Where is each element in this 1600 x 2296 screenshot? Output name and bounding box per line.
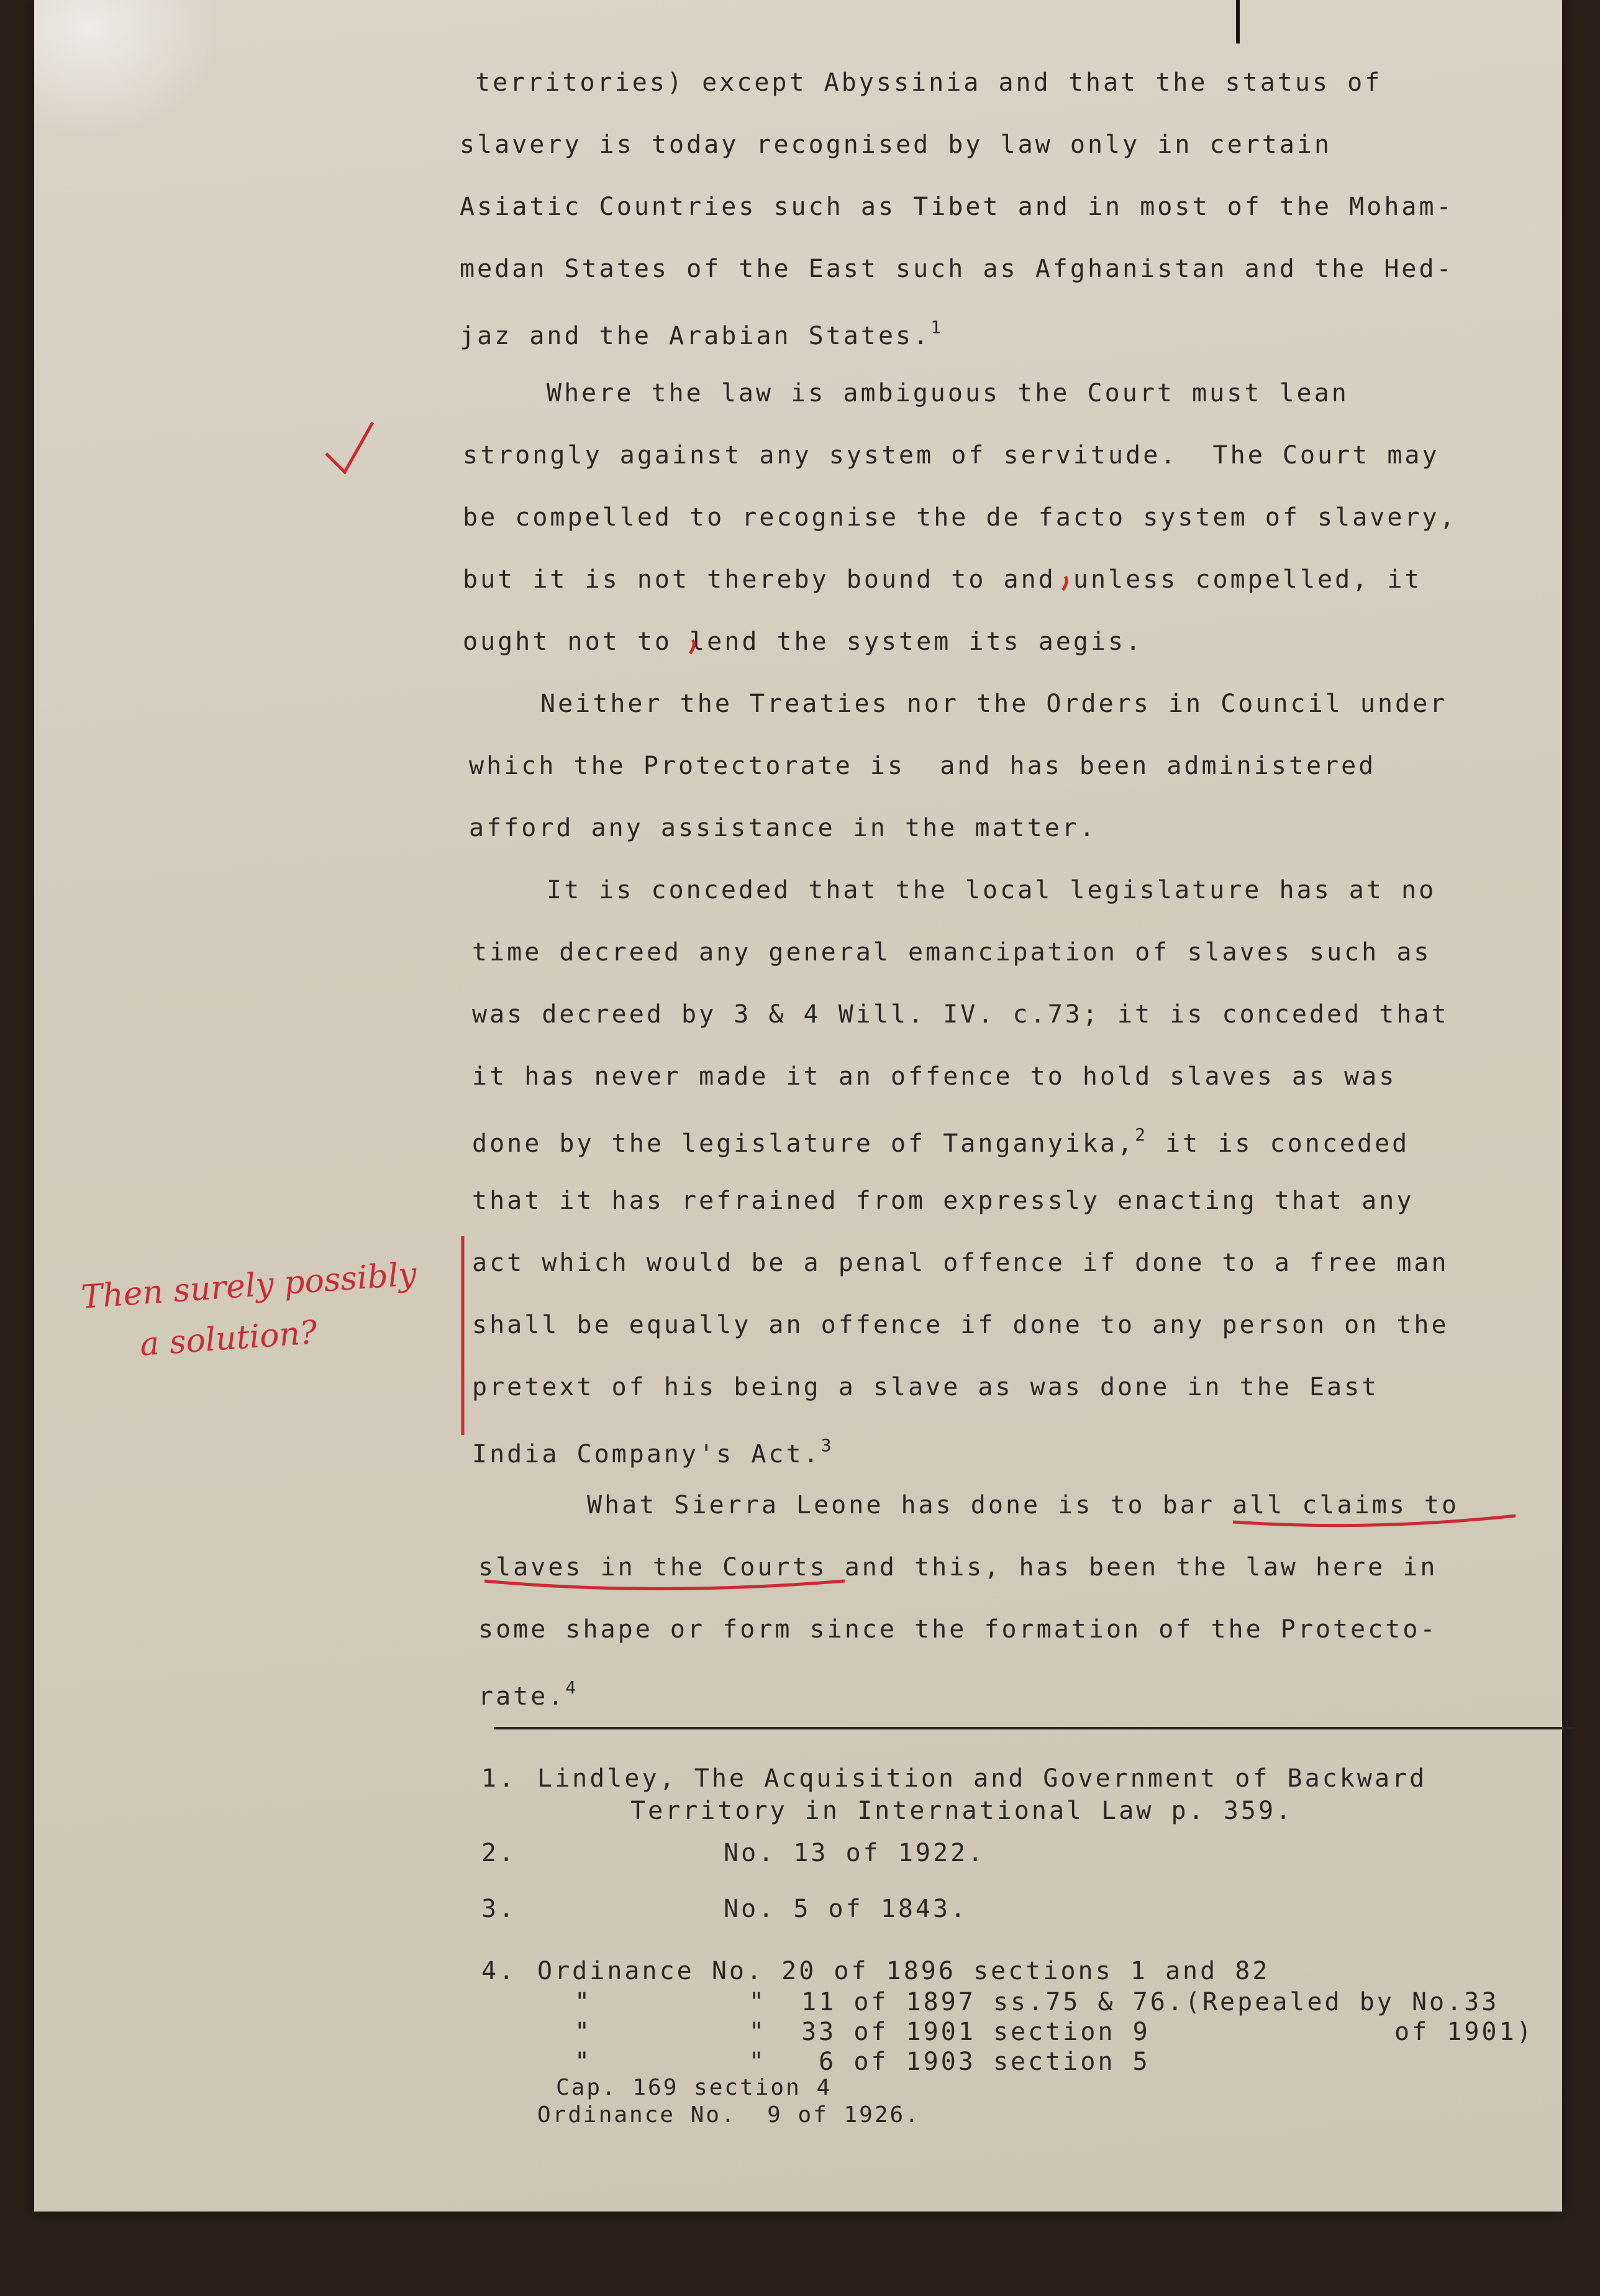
body-line-17: it has never made it an offence to hold slaves as was [472,1062,1397,1091]
body-line-14: It is conceded that the local legislature has at no [547,876,1437,904]
body-line-24: What Sierra Leone has done is to bar all claims to [587,1491,1460,1519]
body-line-16: was decreed by 3 & 4 Will. IV. c.73; it is conceded that [472,1000,1449,1029]
comma-mark-1 [1063,576,1066,590]
footnote-4-line-6: Cap. 169 section 4 [556,2075,832,2100]
checkmark-icon [326,422,373,472]
body-line-22: pretext of his being a slave as was done in the East [472,1373,1380,1401]
body-line-26: some shape or form since the formation of the Protecto- [478,1615,1438,1644]
document-page [34,0,1562,2212]
body-line-6: Where the law is ambiguous the Court must lean [547,379,1349,408]
body-line-25: slaves in the Courts and this, has been the law here in [478,1553,1438,1582]
comma-mark-2 [690,640,694,654]
footnote-mark-3: 3 [820,1435,834,1456]
body-line-19: that it has refrained from expressly enacting that any [472,1187,1414,1215]
footnote-2-number: 2. [481,1839,517,1867]
body-line-13: afford any assistance in the matter. [469,814,1097,842]
body-line-1: territories) except Abyssinia and that the status of [475,68,1383,97]
footnote-1-line-1: Lindley, The Acquisition and Government of Backward [537,1764,1427,1793]
footnote-1-line-2: Territory in International Law p. 359. [630,1797,1294,1825]
footnote-mark-1: 1 [930,317,944,337]
body-line-23: India Company's Act.$^3$ [472,1435,834,1469]
body-line-11: Neither the Treaties nor the Orders in Council under [540,690,1448,718]
footnote-4-line-1: Ordinance No. 20 of 1896 sections 1 and 82 [537,1957,1270,1985]
footnote-3-text: No. 5 of 1843. [724,1895,968,1923]
body-line-9: but it is not thereby bound to and unless compelled, it [463,565,1422,594]
body-line-2: slavery is today recognised by law only in certain [460,130,1332,159]
underline-2 [484,1581,845,1589]
footnote-1-number: 1. [481,1764,517,1793]
footnote-4-line-3: of 1901) [1394,2018,1534,2046]
body-line-20: act which would be a penal offence if done to a free man [472,1249,1449,1277]
footnote-4-line-4: " " 33 of 1901 section 9 [575,2018,1150,2046]
footnote-4-line-7: Ordinance No. 9 of 1926. [537,2102,920,2128]
body-line-10: ought not to lend the system its aegis. [463,627,1143,656]
footnote-4-number: 4. [481,1957,517,1985]
body-line-21: shall be equally an offence if done to any person on the [472,1311,1449,1339]
footnote-2-text: No. 13 of 1922. [724,1839,986,1867]
footnote-4-line-5: " " 6 of 1903 section 5 [575,2048,1150,2076]
body-line-8: be compelled to recognise the de facto system of slavery, [463,503,1457,532]
body-line-15: time decreed any general emancipation of slaves such as [472,938,1432,967]
body-line-27: rate.$^4$ [478,1677,579,1711]
red-ink-marks [34,0,1562,2212]
margin-note-line-1: Then surely possibly [80,1255,418,1316]
underline-1 [1233,1516,1516,1526]
footnote-3-number: 3. [481,1895,517,1923]
footnote-mark-4: 4 [565,1677,579,1698]
body-line-5: jaz and the Arabian States.$^1$ [460,317,944,350]
body-line-18: done by the legislature of Tanganyika,$^2$ it is conceded [472,1124,1410,1158]
body-line-3: Asiatic Countries such as Tibet and in most of the Moham- [460,193,1454,221]
footnote-mark-2: 2 [1135,1124,1148,1145]
body-line-12: which the Protectorate is and has been administered [469,752,1376,780]
body-line-4: medan States of the East such as Afghanistan and the Hed- [460,255,1454,283]
footnote-4-line-2: " " 11 of 1897 ss.75 & 76.(Repealed by No.33 [575,1988,1499,2016]
body-line-7: strongly against any system of servitude. The Court may [463,441,1440,470]
margin-note-line-2: a solution? [139,1314,319,1364]
